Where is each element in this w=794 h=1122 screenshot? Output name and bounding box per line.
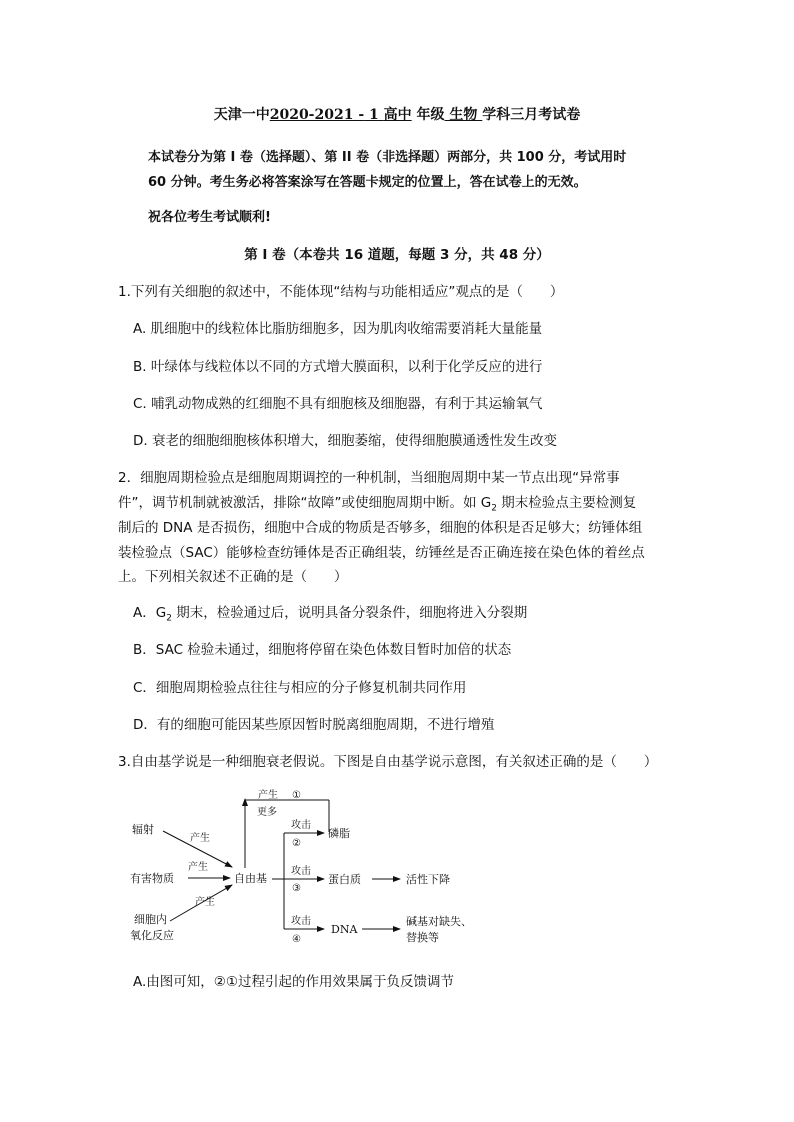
q2-option-a-tail: 期末，检验通过后，说明具备分裂条件，细胞将进入分裂期 [171, 605, 528, 621]
label-n4: ④ [292, 934, 301, 945]
intro-wish: 祝各位考生考试顺利! [148, 210, 271, 225]
q2-option-b: B．SAC 检验未通过，细胞将停留在染色体数目暂时加倍的状态 [133, 642, 512, 658]
q2-line-2-text: 件”，调节机制就被激活，排除“故障”或使细胞周期中断。如 G [118, 495, 492, 511]
q1-option-d: D. 衰老的细胞细胞核体积增大，细胞萎缩，使得细胞膜通透性发生改变 [133, 433, 557, 449]
diagram-activity-down: 活性下降 [406, 873, 450, 886]
diagram-base-change-1: 碱基对缺失、 [406, 915, 472, 928]
label-attack-1: 攻击 [291, 820, 311, 831]
label-attack-3: 攻击 [291, 916, 311, 927]
q1-option-a: A. 肌细胞中的线粒体比脂肪细胞多，因为肌肉收缩需要消耗大量能量 [133, 321, 543, 337]
intro-line-2: 60 分钟。考生务必将答案涂写在答题卡规定的位置上，答在试卷上的无效。 [148, 175, 587, 190]
q1-option-b: B. 叶绿体与线粒体以不同的方式增大膜面积，以利于化学反应的进行 [133, 359, 543, 375]
title-exam: 学科三月考试卷 [482, 107, 581, 123]
q2-option-c: C．细胞周期检验点往往与相应的分子修复机制共同作用 [133, 680, 467, 696]
q2-option-a-sub: 2 [166, 613, 172, 624]
diagram-oxidation: 氧化反应 [130, 929, 174, 942]
diagram-phospholipid: 磷脂 [328, 827, 350, 840]
diagram-dna: DNA [331, 923, 358, 936]
label-more: 更多 [257, 807, 277, 818]
q2-line-3: 制后的 DNA 是否损伤，细胞中合成的物质是否够多，细胞的体积是否足够大；纺锤体组 [118, 520, 643, 536]
diagram-protein: 蛋白质 [328, 873, 361, 886]
diagram-cell-inner: 细胞内 [134, 913, 167, 926]
label-produce-2: 产生 [188, 862, 208, 873]
label-n3: ③ [292, 883, 301, 894]
q2-line-2 [118, 491, 636, 514]
q2-line-5: 上。下列相关叙述不正确的是（ ） [118, 569, 348, 585]
label-produce-4: 产生 [258, 790, 278, 801]
title-term: 1 [364, 107, 384, 123]
q2-line-4: 装检验点（SAC）能够检查纺锤体是否正确组装，纺锤丝是否正确连接在染色体的着丝点 [118, 545, 645, 561]
label-produce-3: 产生 [195, 897, 215, 908]
q3-option-a: A.由图可知，②①过程引起的作用效果属于负反馈调节 [133, 974, 454, 990]
q2-option-a-pre: A．G [133, 605, 167, 621]
title-grade: 年级 [411, 107, 445, 123]
section-1-title: 第 I 卷（本卷共 16 道题，每题 3 分，共 48 分） [244, 247, 550, 263]
q1-option-c: C. 哺乳动物成熟的红细胞不具有细胞核及细胞器，有利于其运输氧气 [133, 396, 543, 412]
q2-option-a [133, 601, 527, 624]
label-produce-1: 产生 [190, 833, 210, 844]
q2-line-2-tail: 期末检验点主要检测复 [496, 495, 637, 511]
title-school: 天津一中 [213, 107, 270, 123]
diagram-base-change-2: 替换等 [406, 931, 439, 944]
diagram-free-radical: 自由基 [234, 872, 267, 885]
free-radical-diagram [0, 780, 794, 955]
q3-stem: 3.自由基学说是一种细胞衰老假说。下图是自由基学说示意图，有关叙述正确的是（ ） [118, 754, 658, 770]
q2-option-d: D．有的细胞可能因某些原因暂时脱离细胞周期，不进行增殖 [133, 717, 495, 733]
label-attack-2: 攻击 [291, 866, 311, 877]
page-title [0, 104, 794, 124]
q2-g2-subscript: 2 [491, 503, 497, 514]
intro-line-1: 本试卷分为第 I 卷（选择题）、第 II 卷（非选择题）两部分，共 100 分，考试用时 [148, 150, 627, 165]
label-n2: ② [292, 838, 301, 849]
label-n1: ① [292, 790, 301, 801]
title-subject: 生物 [444, 107, 483, 123]
q2-line-1: 2．细胞周期检验点是细胞周期调控的一种机制，当细胞周期中某一节点出现“异常事 [118, 470, 620, 486]
diagram-harmful: 有害物质 [130, 872, 174, 885]
title-year: 2020-2021 [269, 107, 354, 123]
title-level: 高中 [383, 107, 412, 123]
title-sep: - [353, 107, 365, 123]
diagram-radiation: 辐射 [132, 823, 154, 836]
q1-stem: 1.下列有关细胞的叙述中，不能体现“结构与功能相适应”观点的是（ ） [118, 284, 564, 300]
